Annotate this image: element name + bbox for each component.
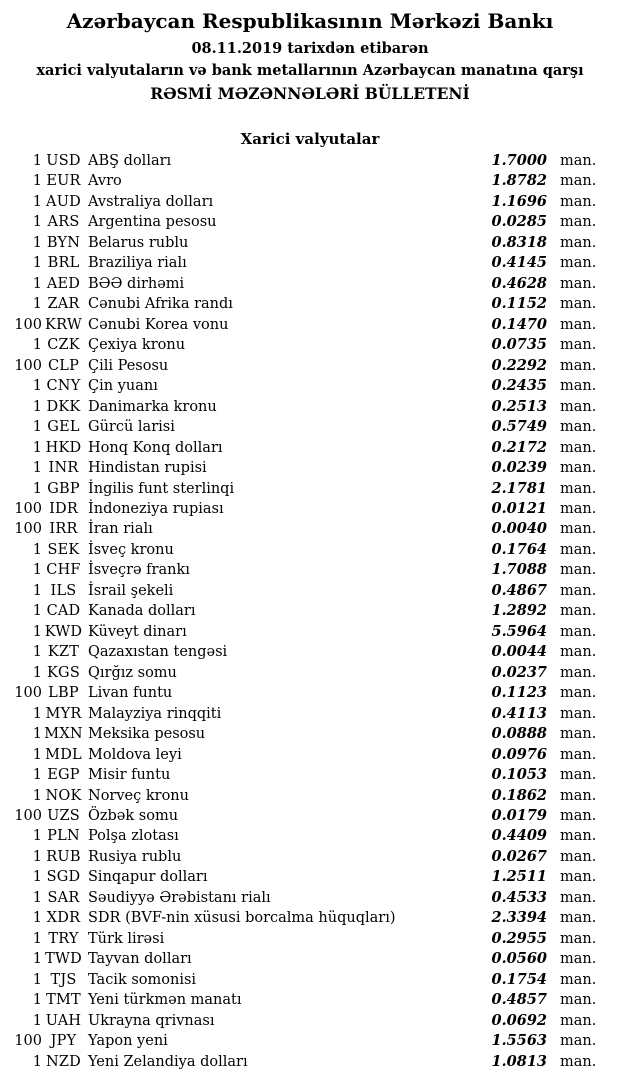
rate-value: 0.1764: [491, 540, 547, 558]
rate-value: 0.0560: [491, 950, 547, 968]
currency-code: MYR: [45, 705, 82, 722]
quantity-value: 1: [32, 255, 42, 272]
unit-label: man.: [560, 357, 597, 374]
rate-value: 2.3394: [491, 909, 547, 927]
currency-code: NOK: [45, 787, 82, 804]
table-row: [0, 786, 620, 806]
rate-value: 0.0888: [491, 725, 547, 743]
rate-value: 1.0813: [491, 1052, 547, 1070]
currency-code: EUR: [46, 173, 81, 190]
currency-code: INR: [48, 460, 79, 477]
quantity-value: 1: [32, 971, 42, 988]
currency-name: Livan funtu: [88, 685, 173, 702]
quantity-value: 1: [32, 705, 42, 722]
currency-name: Yapon yeni: [88, 1033, 168, 1050]
currency-name: İsrail şekeli: [88, 582, 174, 599]
unit-label: man.: [560, 869, 597, 886]
table-row: [0, 888, 620, 908]
currency-name: Özbək somu: [88, 808, 179, 824]
quantity-value: 1: [32, 173, 42, 190]
unit-label: man.: [560, 275, 597, 292]
currency-code: USD: [46, 153, 81, 169]
currency-name: Tacik somonisi: [88, 971, 197, 988]
currency-name: Cənubi Afrika randı: [88, 296, 233, 313]
unit-label: man.: [560, 910, 597, 927]
currency-name: Küveyt dinarı: [88, 623, 187, 640]
section-title-foreign-currencies: Xarici valyutalar: [240, 130, 380, 148]
rate-value: 1.8782: [491, 172, 547, 190]
currency-code: AUD: [46, 193, 81, 210]
unit-label: man.: [560, 582, 597, 599]
quantity-value: 1: [32, 337, 42, 354]
unit-label: man.: [560, 971, 597, 988]
quantity-value: 100: [14, 1033, 42, 1050]
currency-code: TMT: [46, 992, 81, 1009]
table-row: [0, 519, 620, 539]
unit-label: man.: [560, 705, 597, 722]
rate-value: 0.2435: [491, 377, 547, 395]
quantity-value: 1: [32, 992, 42, 1009]
table-row: [0, 212, 620, 232]
rate-value: 0.1053: [491, 766, 547, 784]
currency-code: NZD: [46, 1053, 81, 1070]
currency-name: İran rialı: [88, 521, 153, 538]
unit-label: man.: [560, 193, 597, 210]
table-row: [0, 704, 620, 724]
currency-name: Çili Pesosu: [88, 357, 169, 374]
unit-label: man.: [560, 623, 597, 640]
unit-label: man.: [560, 603, 597, 620]
bulletin-header: [0, 0, 620, 103]
rate-value: 0.0285: [491, 213, 547, 231]
rate-value: 0.1862: [491, 786, 547, 804]
unit-label: man.: [560, 726, 597, 743]
rate-value: 0.0121: [491, 499, 547, 517]
table-row: [0, 745, 620, 765]
currency-name: Cənubi Korea vonu: [88, 316, 229, 333]
rate-value: 0.5749: [491, 418, 547, 436]
table-row: [0, 151, 620, 171]
table-row: [0, 867, 620, 887]
unit-label: man.: [560, 398, 597, 415]
table-row: [0, 171, 620, 191]
quantity-value: 1: [32, 767, 42, 784]
currency-name: İngilis funt sterlinqi: [88, 480, 235, 497]
quantity-value: 1: [32, 419, 42, 436]
quantity-value: 1: [32, 726, 42, 743]
unit-label: man.: [560, 746, 597, 763]
unit-label: man.: [560, 500, 597, 517]
currency-code: ZAR: [47, 296, 80, 313]
unit-label: man.: [560, 480, 597, 497]
unit-label: man.: [560, 848, 597, 865]
currency-code: AED: [46, 275, 81, 292]
quantity-value: 1: [32, 439, 42, 456]
unit-label: man.: [560, 153, 597, 169]
table-row: [0, 1052, 620, 1072]
rate-value: 0.2513: [491, 397, 547, 415]
currency-code: CHF: [46, 562, 81, 579]
currency-name: Avstraliya dolları: [88, 193, 214, 210]
currency-name: Çin yuanı: [88, 378, 158, 395]
currency-name: Braziliya rialı: [88, 255, 187, 272]
table-row: [0, 356, 620, 376]
currency-name: Meksika pesosu: [88, 726, 206, 743]
quantity-value: 100: [14, 316, 42, 333]
table-row: [0, 683, 620, 703]
unit-label: man.: [560, 541, 597, 558]
rate-value: 1.7088: [491, 561, 547, 579]
currency-code: KGS: [47, 664, 80, 681]
rate-value: 0.4628: [491, 274, 547, 292]
currency-code: UZS: [47, 808, 80, 824]
table-row: [0, 908, 620, 928]
currency-code: CZK: [47, 337, 80, 354]
unit-label: man.: [560, 1033, 597, 1050]
quantity-value: 100: [14, 500, 42, 517]
unit-label: man.: [560, 664, 597, 681]
currency-code: BYN: [46, 234, 81, 251]
table-row: [0, 581, 620, 601]
quantity-value: 1: [32, 623, 42, 640]
unit-label: man.: [560, 685, 597, 702]
table-row: [0, 560, 620, 580]
table-row: [0, 642, 620, 662]
table-row: [0, 765, 620, 785]
table-row: [0, 622, 620, 642]
quantity-value: 100: [14, 685, 42, 702]
quantity-value: 1: [32, 296, 42, 313]
table-row: [0, 949, 620, 969]
currency-code: KRW: [45, 316, 82, 333]
quantity-value: 1: [32, 234, 42, 251]
currency-name: Gürcü larisi: [88, 419, 175, 436]
currency-name: Argentina pesosu: [88, 214, 217, 231]
subtitle-line: xarici valyutaların və bank metallarının Azərbaycan manatına qarşı: [36, 62, 584, 79]
quantity-value: 100: [14, 808, 42, 824]
rate-value: 0.2955: [491, 929, 547, 947]
quantity-value: 1: [32, 460, 42, 477]
currency-name: Polşa zlotası: [88, 828, 179, 845]
currency-code: CLP: [47, 357, 80, 374]
unit-label: man.: [560, 173, 597, 190]
currency-code: TWD: [45, 951, 82, 968]
quantity-value: 1: [32, 562, 42, 579]
unit-label: man.: [560, 562, 597, 579]
currency-name: Yeni Zelandiya dolları: [88, 1053, 248, 1070]
currency-name: Belarus rublu: [88, 234, 189, 251]
rate-value: 0.0692: [491, 1011, 547, 1029]
table-row: [0, 294, 620, 314]
quantity-value: 1: [32, 787, 42, 804]
quantity-value: 1: [32, 378, 42, 395]
quantity-value: 1: [32, 480, 42, 497]
unit-label: man.: [560, 255, 597, 272]
currency-code: ILS: [50, 582, 77, 599]
currency-code: CAD: [46, 603, 81, 620]
table-row: [0, 438, 620, 458]
rate-value: 0.0976: [491, 745, 547, 763]
unit-label: man.: [560, 316, 597, 333]
quantity-value: 1: [32, 644, 42, 661]
table-row: [0, 397, 620, 417]
currency-name: Honq Konq dolları: [88, 439, 223, 456]
rate-value: 1.1696: [491, 192, 547, 210]
table-row: [0, 417, 620, 437]
bank-name-title: Azərbaycan Respublikasının Mərkəzi Bankı: [66, 9, 554, 33]
rate-value: 0.1470: [491, 315, 547, 333]
unit-label: man.: [560, 889, 597, 906]
currency-name: Qazaxıstan tengəsi: [88, 644, 228, 661]
rate-value: 1.2892: [491, 602, 547, 620]
rate-value: 0.1123: [491, 684, 547, 702]
currency-code: ARS: [47, 214, 80, 231]
currency-name: Ukrayna qrivnası: [88, 1012, 215, 1029]
currency-name: Avro: [88, 173, 122, 190]
table-row: [0, 826, 620, 846]
unit-label: man.: [560, 828, 597, 845]
currency-name: ABŞ dolları: [88, 153, 172, 169]
currency-name: İsveçrə frankı: [88, 562, 190, 579]
currency-code: GBP: [47, 480, 80, 497]
unit-label: man.: [560, 460, 597, 477]
currency-name: Malayziya rinqqiti: [88, 705, 222, 722]
unit-label: man.: [560, 439, 597, 456]
currency-name: Norveç kronu: [88, 787, 189, 804]
rate-value: 1.7000: [491, 152, 547, 169]
effective-date-line: 08.11.2019 tarixdən etibarən: [191, 40, 429, 57]
table-row: [0, 663, 620, 683]
unit-label: man.: [560, 521, 597, 538]
table-row: [0, 335, 620, 355]
table-row: [0, 479, 620, 499]
rate-value: 2.1781: [491, 479, 547, 497]
currency-name: Tayvan dolları: [88, 951, 192, 968]
rate-value: 0.1152: [491, 295, 547, 313]
rate-value: 0.2172: [491, 438, 547, 456]
unit-label: man.: [560, 1053, 597, 1070]
rate-value: 0.4867: [491, 581, 547, 599]
rate-value: 0.8318: [491, 233, 547, 251]
currency-code: DKK: [46, 398, 81, 415]
currency-code: RUB: [46, 848, 81, 865]
quantity-value: 1: [32, 153, 42, 169]
quantity-value: 1: [32, 541, 42, 558]
currency-name: Kanada dolları: [88, 603, 196, 620]
currency-code: JPY: [50, 1033, 77, 1050]
quantity-value: 1: [32, 869, 42, 886]
currency-code: XDR: [46, 910, 81, 927]
unit-label: man.: [560, 378, 597, 395]
quantity-value: 1: [32, 951, 42, 968]
currency-name: Səudiyyə Ərəbistanı rialı: [88, 889, 271, 906]
currency-code: PLN: [47, 828, 80, 845]
rate-value: 0.0179: [491, 807, 547, 824]
rate-value: 0.4533: [491, 888, 547, 906]
quantity-value: 1: [32, 930, 42, 947]
quantity-value: 1: [32, 828, 42, 845]
unit-label: man.: [560, 644, 597, 661]
unit-label: man.: [560, 808, 597, 824]
unit-label: man.: [560, 992, 597, 1009]
currency-code: IRR: [49, 521, 78, 538]
currency-name: BƏƏ dirhəmi: [88, 275, 185, 292]
quantity-value: 1: [32, 275, 42, 292]
quantity-value: 100: [14, 521, 42, 538]
unit-label: man.: [560, 234, 597, 251]
currency-name: Misir funtu: [88, 767, 171, 784]
quantity-value: 100: [14, 357, 42, 374]
table-row: [0, 1031, 620, 1051]
currency-code: BRL: [47, 255, 80, 272]
currency-name: SDR (BVF-nin xüsusi borcalma hüquqları): [88, 910, 396, 927]
currency-code: MXN: [44, 726, 83, 743]
rate-value: 0.4113: [491, 704, 547, 722]
rate-value: 0.0040: [491, 520, 547, 538]
quantity-value: 1: [32, 746, 42, 763]
table-row: [0, 847, 620, 867]
table-row: [0, 192, 620, 212]
table-row: [0, 970, 620, 990]
unit-label: man.: [560, 214, 597, 231]
currency-code: SAR: [47, 889, 80, 906]
currency-code: CNY: [46, 378, 81, 395]
quantity-value: 1: [32, 848, 42, 865]
currency-code: SGD: [46, 869, 81, 886]
currency-code: GEL: [47, 419, 80, 436]
currency-name: İndoneziya rupiası: [88, 500, 224, 517]
quantity-value: 1: [32, 1012, 42, 1029]
quantity-value: 1: [32, 398, 42, 415]
currency-code: TJS: [50, 971, 77, 988]
exchange-rate-table: [0, 151, 620, 1072]
table-row: [0, 253, 620, 273]
rate-value: 0.2292: [491, 356, 547, 374]
currency-code: KWD: [44, 623, 83, 640]
currency-code: UAH: [45, 1012, 82, 1029]
table-row: [0, 499, 620, 519]
currency-code: KZT: [47, 644, 80, 661]
currency-name: Danimarka kronu: [88, 398, 217, 415]
currency-code: IDR: [49, 500, 78, 517]
currency-name: Hindistan rupisi: [88, 460, 207, 477]
rate-value: 0.0237: [491, 663, 547, 681]
quantity-value: 1: [32, 193, 42, 210]
currency-name: Rusiya rublu: [88, 848, 182, 865]
rate-value: 0.1754: [491, 970, 547, 988]
rate-value: 1.2511: [491, 868, 547, 886]
table-row: [0, 376, 620, 396]
unit-label: man.: [560, 296, 597, 313]
table-row: [0, 929, 620, 949]
rate-value: 0.0239: [491, 459, 547, 477]
table-row: [0, 1011, 620, 1031]
table-row: [0, 540, 620, 560]
rate-value: 0.4145: [491, 254, 547, 272]
table-row: [0, 458, 620, 478]
rate-value: 0.0735: [491, 336, 547, 354]
currency-name: Sinqapur dolları: [88, 869, 208, 886]
bulletin-title: RƏSMİ MƏZƏNNƏLƏRİ BÜLLETENİ: [150, 84, 470, 103]
table-row: [0, 806, 620, 826]
unit-label: man.: [560, 767, 597, 784]
currency-name: Türk lirəsi: [88, 930, 165, 947]
rate-value: 0.4857: [491, 991, 547, 1009]
table-row: [0, 724, 620, 744]
rate-value: 0.0267: [491, 847, 547, 865]
currency-code: HKD: [45, 439, 82, 456]
unit-label: man.: [560, 1012, 597, 1029]
currency-code: EGP: [47, 767, 80, 784]
quantity-value: 1: [32, 603, 42, 620]
currency-name: Moldova leyi: [88, 746, 182, 763]
unit-label: man.: [560, 419, 597, 436]
rate-value: 0.0044: [491, 643, 547, 661]
table-row: [0, 233, 620, 253]
currency-name: İsveç kronu: [88, 541, 174, 558]
currency-name: Yeni türkmən manatı: [88, 992, 242, 1009]
currency-code: LBP: [48, 685, 79, 702]
quantity-value: 1: [32, 582, 42, 599]
currency-code: TRY: [48, 930, 79, 947]
rate-value: 1.5563: [491, 1032, 547, 1050]
currency-code: MDL: [45, 746, 82, 763]
quantity-value: 1: [32, 910, 42, 927]
rate-value: 0.4409: [491, 827, 547, 845]
quantity-value: 1: [32, 214, 42, 231]
unit-label: man.: [560, 930, 597, 947]
quantity-value: 1: [32, 664, 42, 681]
table-row: [0, 274, 620, 294]
quantity-value: 1: [32, 889, 42, 906]
currency-name: Qırğız somu: [88, 664, 177, 681]
rate-value: 5.5964: [491, 622, 547, 640]
table-row: [0, 990, 620, 1010]
quantity-value: 1: [32, 1053, 42, 1070]
unit-label: man.: [560, 787, 597, 804]
currency-code: SEK: [47, 541, 80, 558]
unit-label: man.: [560, 951, 597, 968]
currency-name: Çexiya kronu: [88, 337, 186, 354]
table-row: [0, 315, 620, 335]
unit-label: man.: [560, 337, 597, 354]
table-row: [0, 601, 620, 621]
